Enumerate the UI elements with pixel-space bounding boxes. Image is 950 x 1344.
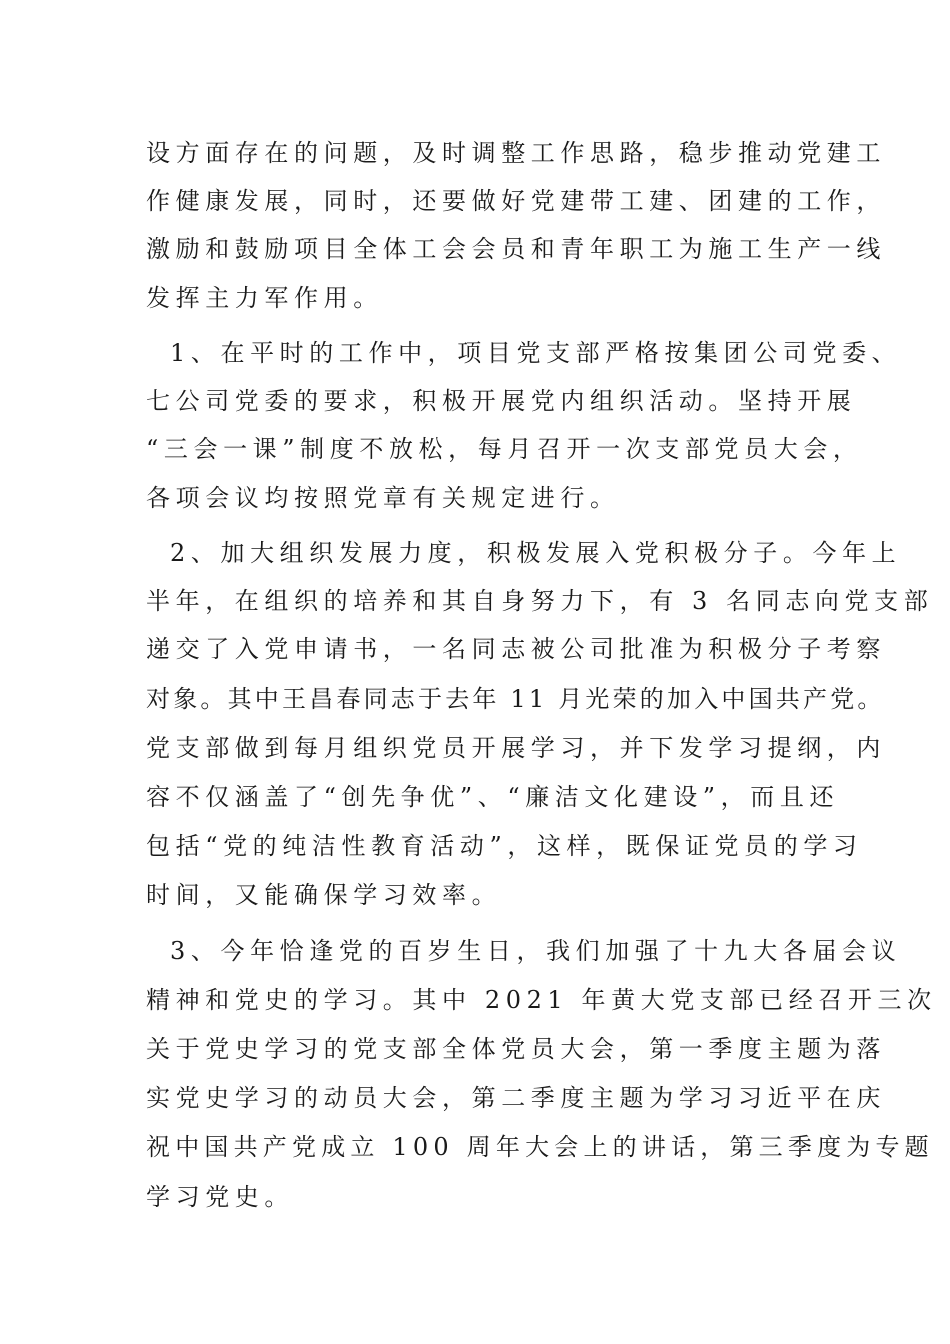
text-line: 作健康发展，同时，还要做好党建带工建、团建的工作，: [146, 187, 886, 215]
text-line: 发挥主力军作用。: [146, 284, 383, 312]
text-line: 对象。其中王昌春同志于去年 11 月光荣的加入中国共产党。: [146, 685, 885, 713]
text-line: 各项会议均按照党章有关规定进行。: [146, 484, 620, 512]
text-line: 关于党史学习的党支部全体党员大会，第一季度主题为落: [146, 1035, 886, 1063]
text-line: 设方面存在的问题，及时调整工作思路，稳步推动党建工: [146, 139, 886, 167]
text-line: 祝中国共产党成立 100 周年大会上的讲话，第三季度为专题: [146, 1133, 934, 1161]
text-line: 半年，在组织的培养和其自身努力下，有 3 名同志向党支部: [146, 587, 934, 615]
text-line: 实党史学习的动员大会，第二季度主题为学习习近平在庆: [146, 1084, 886, 1112]
text-line: 党支部做到每月组织党员开展学习，并下发学习提纲，内: [146, 734, 886, 762]
text-line: 激励和鼓励项目全体工会会员和青年职工为施工生产一线: [146, 235, 886, 263]
text-line: 包括“党的纯洁性教育活动”，这样，既保证党员的学习: [146, 832, 863, 860]
text-line: 精神和党史的学习。其中 2021 年黄大党支部已经召开三次: [146, 986, 937, 1014]
text-line: 3、今年恰逢党的百岁生日，我们加强了十九大各届会议: [170, 937, 902, 965]
text-line: 2、加大组织发展力度，积极发展入党积极分子。今年上: [170, 539, 902, 567]
text-line: 1、在平时的工作中，项目党支部严格按集团公司党委、: [170, 339, 902, 367]
text-line: 容不仅涵盖了“创先争优”、“廉洁文化建设”，而且还: [146, 783, 840, 811]
text-line: 学习党史。: [146, 1183, 294, 1211]
text-line: 七公司党委的要求，积极开展党内组织活动。坚持开展: [146, 387, 857, 415]
text-line: 递交了入党申请书，一名同志被公司批准为积极分子考察: [146, 635, 886, 663]
text-line: 时间，又能确保学习效率。: [146, 881, 502, 909]
text-line: “三会一课”制度不放松，每月召开一次支部党员大会，: [146, 435, 863, 463]
